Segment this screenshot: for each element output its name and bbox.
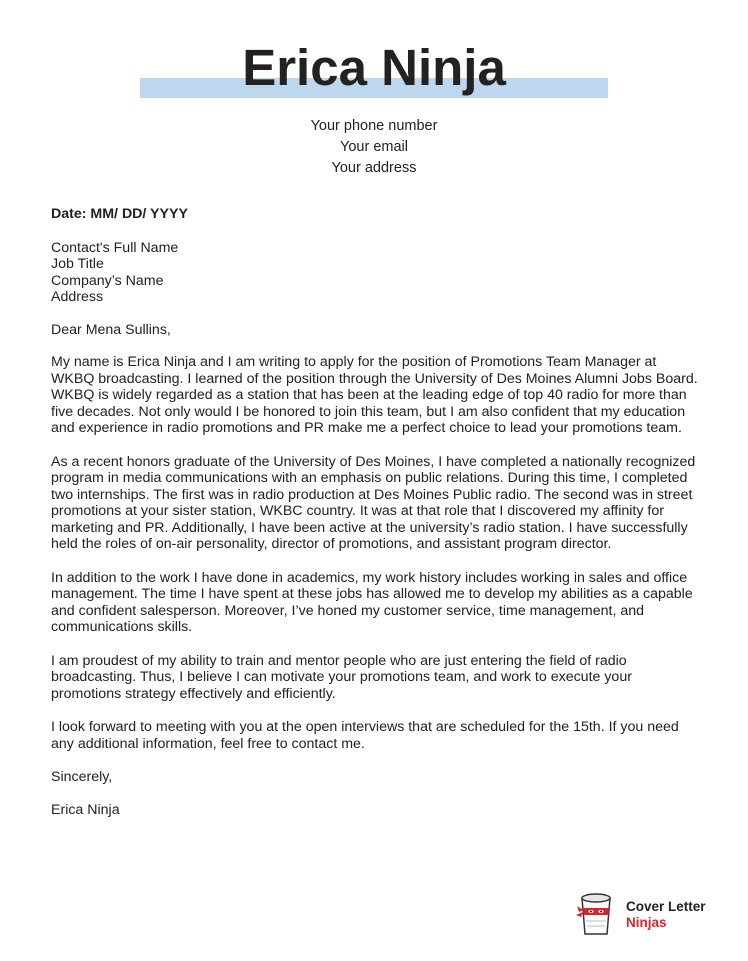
salutation: Dear Mena Sullins, <box>51 321 171 338</box>
email-address: Your email <box>340 139 408 155</box>
body-paragraph: I am proudest of my ability to train and mentor people who are just entering the field of radio broadcasting. Thus, I believe I can motivate your promotions team, and work to execute your promotions strategy effectively and efficiently. <box>51 652 632 702</box>
recipient-name: Contact's Full Name <box>51 239 179 256</box>
body-paragraph: I look forward to meeting with you at the open interviews that are scheduled for the 15th. If you need any additional information, feel free to contact me. <box>51 719 679 752</box>
ninja-mascot-icon <box>576 890 616 936</box>
contact-info <box>0 116 748 179</box>
body-paragraph: My name is Erica Ninja and I am writing to apply for the position of Promotions Team Manager at WKBQ broadcasting. I learned of the position through the University of Des Moines Alumni Jobs Board. WKBQ is widely regarded as a station that has been at the leading edge of top 40 radio for more than five decades. Not only would I be honored to join this team, but I am also confident that my education and experience in radio promotions and PR make me a perfect choice to lead your promotions team. <box>51 354 698 436</box>
body-paragraph: In addition to the work I have done in academics, my work history includes working in sales and office management. The time I have spent at these jobs has allowed me to develop my abilities as a capable and confident salesperson. Moreover, I’ve honed my customer service, time management, and communications skills. <box>51 569 693 635</box>
logo-wordmark <box>626 899 706 931</box>
recipient-address: Address <box>51 289 104 305</box>
applicant-name: Erica Ninja <box>242 39 506 96</box>
recipient-company: Company’s Name <box>51 272 164 289</box>
phone-number: Your phone number <box>310 118 438 134</box>
closing-phrase: Sincerely, <box>51 769 113 785</box>
body-paragraph: As a recent honors graduate of the University of Des Moines, I have completed a nationally recognized program in media communications with an emphasis on public relations. During this time, I completed two internships. The first was in radio production at Des Moines Public radio. The second was in street promotions at your sister station, WKBC country. It was at that role that I discovered my affinity for marketing and PR. Additionally, I have been active at the university’s radio station. I have successfully held the roles of on-air personality, director of promotions, and assistant program director. <box>51 453 696 552</box>
letter-body <box>51 206 701 818</box>
postal-address: Your address <box>331 160 417 176</box>
letter-date: Date: MM/ DD/ YYYY <box>51 206 188 222</box>
logo-line-ninjas: Ninjas <box>626 915 667 930</box>
recipient-block <box>51 240 701 306</box>
cover-letter-ninjas-logo <box>576 890 726 938</box>
signature-name: Erica Ninja <box>51 801 120 818</box>
logo-line-cover-letter: Cover Letter <box>626 899 706 914</box>
recipient-job-title: Job Title <box>51 256 104 272</box>
